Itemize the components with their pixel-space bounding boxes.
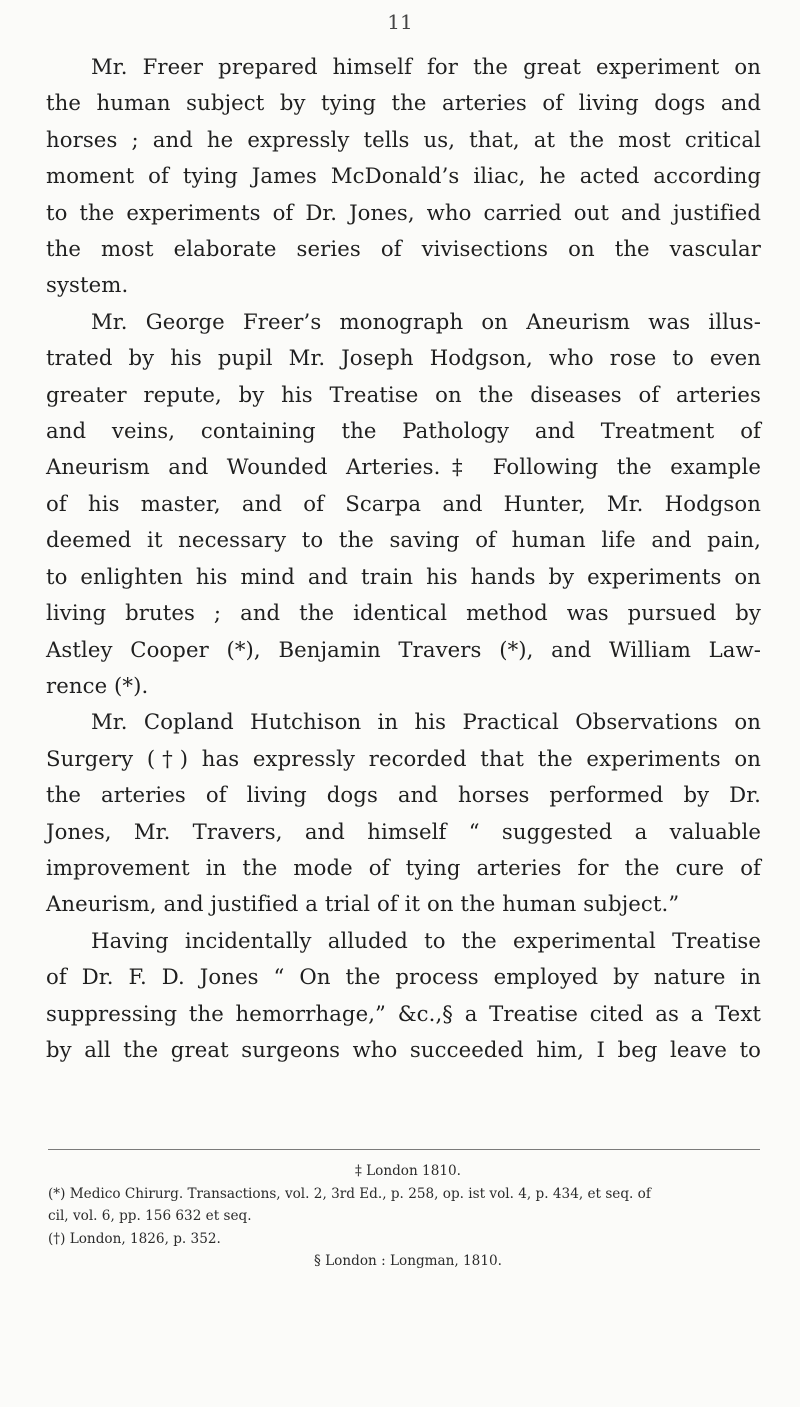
text-line: rence (*). bbox=[46, 672, 149, 698]
body-text bbox=[46, 49, 761, 1068]
footnote-line: cil, vol. 6, pp. 156 632 et seq. bbox=[48, 1208, 252, 1224]
text-line: moment of tying James McDonald’s iliac, he acted according bbox=[46, 163, 761, 189]
text-line: trated by his pupil Mr. Joseph Hodgson, who rose to even bbox=[46, 345, 761, 371]
text-line: to enlighten his mind and train his hands by experiments on bbox=[46, 563, 761, 589]
text-line: living brutes ; and the identical method was pursued by bbox=[46, 600, 761, 626]
text-line: by all the great surgeons who succeeded him, I beg leave to bbox=[46, 1036, 761, 1062]
text-line: Mr. Copland Hutchison in his Practical Observations on bbox=[91, 709, 761, 735]
text-line: the human subject by tying the arteries of living dogs and bbox=[46, 90, 761, 116]
text-line: Aneurism and Wounded Arteries.‡ Following the example bbox=[46, 454, 761, 480]
footnote-line: (*) Medico Chirurg. Transactions, vol. 2, 3rd Ed., p. 258, op. ist vol. 4, p. 434, et seq. of bbox=[48, 1185, 651, 1202]
text-line: the arteries of living dogs and horses performed by Dr. bbox=[46, 782, 761, 808]
footnote-double-dagger: ‡ London 1810. bbox=[355, 1163, 461, 1179]
text-line: and veins, containing the Pathology and Treatment of bbox=[46, 418, 761, 444]
page-number: 11 bbox=[387, 10, 413, 34]
text-line: Mr. George Freer’s monograph on Aneurism was illus- bbox=[91, 308, 761, 334]
text-line: of his master, and of Scarpa and Hunter, Mr. Hodgson bbox=[46, 490, 761, 516]
text-line: to the experiments of Dr. Jones, who carried out and justified bbox=[46, 199, 761, 225]
paragraph-1 bbox=[46, 49, 761, 304]
paragraph-3 bbox=[46, 704, 761, 922]
text-line: horses ; and he expressly tells us, that, at the most critical bbox=[46, 126, 761, 152]
paragraph-2 bbox=[46, 304, 761, 704]
text-line: Astley Cooper (*), Benjamin Travers (*), and William Law- bbox=[46, 636, 761, 662]
text-line: Surgery (†) has expressly recorded that the experiments on bbox=[46, 745, 761, 771]
footnote-divider bbox=[48, 1149, 760, 1150]
footnote-section: § London : Longman, 1810. bbox=[314, 1253, 502, 1269]
footnote-dagger: (†) London, 1826, p. 352. bbox=[48, 1230, 221, 1247]
text-line: the most elaborate series of vivisections on the vascular bbox=[46, 236, 761, 262]
text-line: suppressing the hemorrhage,” &c.,§ a Treatise cited as a Text bbox=[46, 1000, 761, 1026]
text-line: of Dr. F. D. Jones “ On the process employed by nature in bbox=[46, 964, 761, 990]
text-line: improvement in the mode of tying arteries for the cure of bbox=[46, 854, 761, 880]
text-line: deemed it necessary to the saving of human life and pain, bbox=[46, 527, 761, 553]
text-line: Having incidentally alluded to the experimental Treatise bbox=[91, 927, 761, 953]
text-line: Mr. Freer prepared himself for the great experiment on bbox=[91, 54, 761, 79]
text-line: Jones, Mr. Travers, and himself “ suggested a valuable bbox=[46, 818, 761, 844]
text-line: Aneurism, and justified a trial of it on the human subject.” bbox=[46, 891, 680, 917]
paragraph-4 bbox=[46, 923, 761, 1069]
text-line: system. bbox=[46, 272, 129, 298]
text-line: greater repute, by his Treatise on the diseases of arteries bbox=[46, 381, 761, 407]
footnote-asterisk bbox=[48, 1183, 768, 1228]
footnotes bbox=[48, 1160, 768, 1273]
